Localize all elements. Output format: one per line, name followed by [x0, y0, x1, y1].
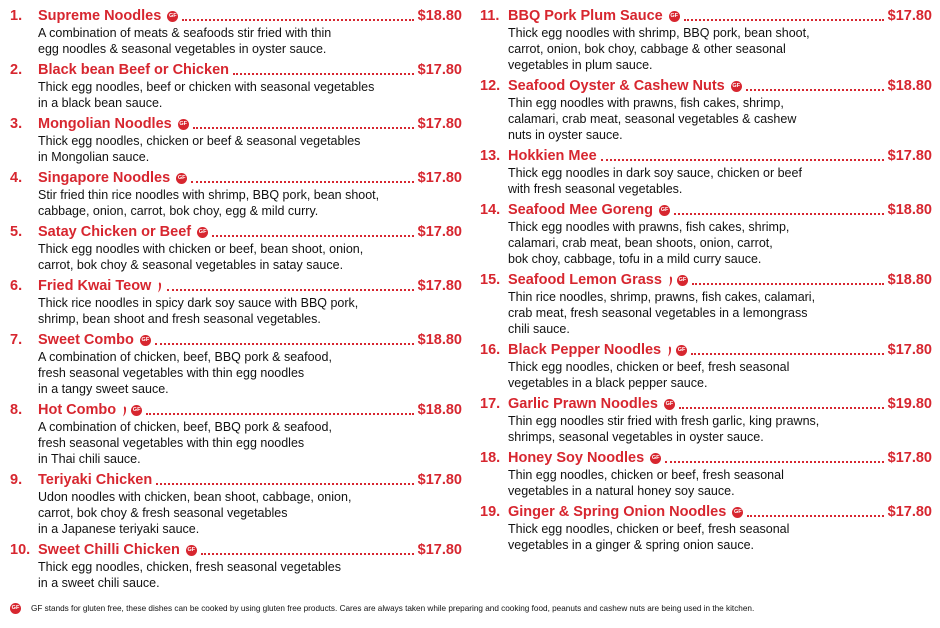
item-description-line: Thin rice noodles, shrimp, prawns, fish cakes, calamari,	[508, 290, 816, 304]
dot-leader	[679, 407, 884, 409]
item-name: Sweet Combo	[38, 332, 134, 348]
item-heading	[10, 8, 462, 25]
item-description	[38, 25, 462, 57]
menu-item	[10, 402, 462, 467]
item-description-line: Thin egg noodles stir fried with fresh garlic, king prawns,	[508, 414, 820, 428]
dot-leader	[182, 19, 413, 21]
item-number: 11.	[480, 8, 500, 24]
item-description-line: Thick egg noodles with chicken or beef, bean shoot, onion,	[38, 242, 364, 256]
dietary-icons	[664, 399, 675, 410]
item-name: Honey Soy Noodles	[508, 450, 645, 466]
item-description-line: Thick egg noodles in dark soy sauce, chicken or beef	[508, 166, 802, 180]
dietary-icons	[122, 405, 142, 416]
item-description-line: vegetables in a natural honey soy sauce.	[508, 484, 735, 498]
item-heading	[10, 278, 462, 295]
item-number: 12.	[480, 78, 501, 94]
item-name: Fried Kwai Teow	[38, 278, 152, 294]
dietary-icons	[140, 335, 151, 346]
item-description-line: Stir fried thin rice noodles with shrimp, BBQ pork, bean shoot,	[38, 188, 380, 202]
item-description	[508, 467, 932, 499]
gf-icon: GF	[186, 545, 197, 556]
item-price: $17.80	[417, 278, 462, 294]
item-description-line: Thin egg noodles with prawns, fish cakes, shrimp,	[508, 96, 784, 110]
item-description	[508, 165, 932, 197]
item-number: 18.	[480, 450, 501, 466]
dot-leader	[674, 213, 884, 215]
chili-pepper-icon	[157, 281, 163, 292]
item-heading	[480, 78, 932, 95]
item-heading	[10, 62, 462, 79]
menu-item	[10, 542, 462, 591]
item-number: 16.	[480, 342, 501, 358]
item-description	[508, 95, 932, 143]
gf-icon: GF	[140, 335, 151, 346]
menu-item	[480, 504, 932, 553]
dietary-icons	[186, 545, 197, 556]
item-name: Seafood Oyster & Cashew Nuts	[508, 78, 725, 94]
item-description-line: vegetables in plum sauce.	[508, 58, 653, 72]
gf-icon: GF	[176, 173, 187, 184]
item-description-line: calamari, crab meat, bean shoots, onion, carrot,	[508, 236, 773, 250]
item-heading	[480, 148, 932, 165]
item-description-line: vegetables in a ginger & spring onion sauce.	[508, 538, 754, 552]
gf-icon: GF	[732, 507, 743, 518]
item-description-line: Thick egg noodles with shrimp, BBQ pork, bean shoot,	[508, 26, 810, 40]
item-description	[38, 419, 462, 467]
dot-leader	[146, 413, 414, 415]
gluten-free-footnote	[10, 603, 754, 614]
item-description-line: nuts in oyster sauce.	[508, 128, 623, 142]
item-price: $17.80	[417, 116, 462, 132]
item-description-line: fresh seasonal vegetables with thin egg noodles	[38, 436, 305, 450]
item-heading	[480, 272, 932, 289]
item-description-line: Thin egg noodles, chicken or beef, fresh seasonal	[508, 468, 784, 482]
gf-icon: GF	[669, 11, 680, 22]
item-description-line: Thick egg noodles, chicken or beef & seasonal vegetables	[38, 134, 361, 148]
item-heading	[10, 542, 462, 559]
item-description	[38, 241, 462, 273]
item-heading	[10, 224, 462, 241]
item-number: 13.	[480, 148, 501, 164]
dietary-icons	[167, 11, 178, 22]
item-description-line: Thick egg noodles, chicken or beef, fresh seasonal	[508, 522, 790, 536]
dot-leader	[691, 353, 884, 355]
gf-icon: GF	[677, 275, 688, 286]
item-description	[508, 521, 932, 553]
item-heading	[10, 170, 462, 187]
item-number: 8.	[10, 402, 23, 418]
dot-leader	[191, 181, 414, 183]
dietary-icons	[157, 281, 163, 292]
menu-item	[10, 170, 462, 219]
item-description-line: Thick rice noodles in spicy dark soy sauce with BBQ pork,	[38, 296, 359, 310]
item-number: 10.	[10, 542, 31, 558]
gf-icon: GF	[10, 603, 21, 614]
menu-item	[480, 342, 932, 391]
item-heading	[480, 450, 932, 467]
dot-leader	[156, 483, 413, 485]
item-price: $18.80	[417, 8, 462, 24]
item-price: $17.80	[887, 8, 932, 24]
gf-icon: GF	[167, 11, 178, 22]
dietary-icons	[669, 11, 680, 22]
item-price: $17.80	[417, 224, 462, 240]
item-heading	[10, 472, 462, 489]
item-price: $18.80	[417, 402, 462, 418]
item-description-line: in Mongolian sauce.	[38, 150, 150, 164]
item-name: Ginger & Spring Onion Noodles	[508, 504, 727, 520]
item-description-line: Thick egg noodles, beef or chicken with seasonal vegetables	[38, 80, 375, 94]
chili-pepper-icon	[668, 275, 674, 286]
item-description	[38, 133, 462, 165]
item-number: 17.	[480, 396, 501, 412]
item-price: $18.80	[887, 202, 932, 218]
chili-pepper-icon	[122, 405, 128, 416]
item-description-line: carrot, bok choy & seasonal vegetables in satay sauce.	[38, 258, 344, 272]
item-price: $17.80	[417, 170, 462, 186]
item-description-line: A combination of chicken, beef, BBQ pork & seafood,	[38, 420, 332, 434]
item-name: BBQ Pork Plum Sauce	[508, 8, 663, 24]
item-number: 3.	[10, 116, 23, 132]
item-description-line: A combination of chicken, beef, BBQ pork & seafood,	[38, 350, 332, 364]
item-description-line: in Thai chili sauce.	[38, 452, 141, 466]
chili-pepper-icon	[667, 345, 673, 356]
item-description-line: shrimp, bean shoot and fresh seasonal vegetables.	[38, 312, 321, 326]
item-description-line: A combination of meats & seafoods stir fried with thin	[38, 26, 332, 40]
menu-item	[10, 224, 462, 273]
item-name: Seafood Lemon Grass	[508, 272, 662, 288]
item-price: $18.80	[887, 78, 932, 94]
dot-leader	[193, 127, 414, 129]
item-name: Mongolian Noodles	[38, 116, 172, 132]
item-price: $18.80	[417, 332, 462, 348]
item-name: Teriyaki Chicken	[38, 472, 153, 488]
item-description	[38, 349, 462, 397]
item-description-line: egg noodles & seasonal vegetables in oyster sauce.	[38, 42, 327, 56]
item-price: $19.80	[887, 396, 932, 412]
item-description	[508, 359, 932, 391]
item-number: 19.	[480, 504, 501, 520]
item-description	[38, 79, 462, 111]
menu-item	[480, 78, 932, 143]
item-number: 2.	[10, 62, 23, 78]
item-price: $17.80	[417, 542, 462, 558]
gf-icon: GF	[178, 119, 189, 130]
item-description-line: in a Japanese teriyaki sauce.	[38, 522, 200, 536]
item-description	[508, 25, 932, 73]
item-heading	[10, 402, 462, 419]
item-description-line: crab meat, fresh seasonal vegetables in a lemongrass	[508, 306, 808, 320]
menu-item	[480, 450, 932, 499]
item-description	[508, 413, 932, 445]
item-description	[38, 187, 462, 219]
item-number: 7.	[10, 332, 23, 348]
dietary-icons	[650, 453, 661, 464]
dietary-icons	[667, 345, 687, 356]
item-number: 9.	[10, 472, 23, 488]
item-description-line: vegetables in a black pepper sauce.	[508, 376, 708, 390]
item-description-line: calamari, crab meat, seasonal vegetables & cashew	[508, 112, 797, 126]
item-number: 4.	[10, 170, 23, 186]
menu-item	[10, 8, 462, 57]
item-price: $17.80	[887, 504, 932, 520]
dot-leader	[167, 289, 413, 291]
item-description-line: cabbage, onion, carrot, bok choy, egg & mild curry.	[38, 204, 319, 218]
dietary-icons	[178, 119, 189, 130]
gf-icon: GF	[131, 405, 142, 416]
item-number: 5.	[10, 224, 23, 240]
item-description	[508, 289, 932, 337]
item-number: 6.	[10, 278, 23, 294]
item-name: Black Pepper Noodles	[508, 342, 662, 358]
item-name: Hot Combo	[38, 402, 117, 418]
item-name: Singapore Noodles	[38, 170, 171, 186]
item-name: Supreme Noodles	[38, 8, 162, 24]
item-description-line: fresh seasonal vegetables with thin egg noodles	[38, 366, 305, 380]
item-price: $17.80	[887, 148, 932, 164]
item-name: Hokkien Mee	[508, 148, 597, 164]
item-price: $17.80	[417, 472, 462, 488]
item-heading	[10, 116, 462, 133]
item-name: Satay Chicken or Beef	[38, 224, 192, 240]
item-price: $18.80	[887, 272, 932, 288]
item-name: Black bean Beef or Chicken	[38, 62, 229, 78]
item-name: Sweet Chilli Chicken	[38, 542, 180, 558]
item-heading	[480, 8, 932, 25]
item-number: 15.	[480, 272, 501, 288]
item-description-line: in a black bean sauce.	[38, 96, 163, 110]
dot-leader	[601, 159, 884, 161]
item-description	[508, 219, 932, 267]
item-description	[38, 559, 462, 591]
dot-leader	[692, 283, 884, 285]
dot-leader	[746, 89, 884, 91]
item-description-line: carrot, onion, bok choy, cabbage & other seasonal	[508, 42, 786, 56]
item-description-line: Thick egg noodles with prawns, fish cakes, shrimp,	[508, 220, 790, 234]
menu-item	[480, 272, 932, 337]
item-description-line: in a sweet chili sauce.	[38, 576, 160, 590]
item-description-line: carrot, bok choy & fresh seasonal vegetables	[38, 506, 288, 520]
dot-leader	[155, 343, 414, 345]
menu-item	[10, 278, 462, 327]
item-description	[38, 489, 462, 537]
item-description-line: chili sauce.	[508, 322, 570, 336]
dietary-icons	[659, 205, 670, 216]
dietary-icons	[176, 173, 187, 184]
item-description-line: with fresh seasonal vegetables.	[508, 182, 683, 196]
gf-icon: GF	[197, 227, 208, 238]
item-description-line: shrimps, seasonal vegetables in oyster sauce.	[508, 430, 764, 444]
menu-item	[480, 396, 932, 445]
item-number: 1.	[10, 8, 23, 24]
menu-item	[480, 148, 932, 197]
item-price: $17.80	[887, 342, 932, 358]
item-name: Seafood Mee Goreng	[508, 202, 654, 218]
item-description-line: in a tangy sweet sauce.	[38, 382, 169, 396]
menu-item	[10, 472, 462, 537]
menu-item	[480, 202, 932, 267]
menu-item	[10, 62, 462, 111]
item-heading	[480, 342, 932, 359]
dietary-icons	[731, 81, 742, 92]
dot-leader	[233, 73, 414, 75]
dot-leader	[665, 461, 883, 463]
item-number: 14.	[480, 202, 501, 218]
item-heading	[480, 396, 932, 413]
item-description-line: Thick egg noodles, chicken, fresh seasonal vegetables	[38, 560, 341, 574]
gf-icon: GF	[650, 453, 661, 464]
item-heading	[480, 202, 932, 219]
gf-icon: GF	[664, 399, 675, 410]
item-price: $17.80	[887, 450, 932, 466]
gf-icon: GF	[731, 81, 742, 92]
gf-icon: GF	[676, 345, 687, 356]
dietary-icons	[668, 275, 688, 286]
item-heading	[480, 504, 932, 521]
item-heading	[10, 332, 462, 349]
dietary-icons	[732, 507, 743, 518]
footnote-text: GF stands for gluten free, these dishes can be cooked by using gluten free products. Cares are always taken while preparing and cooking food, peanuts and cashew nuts are being used in the kitchen.	[31, 604, 755, 613]
dot-leader	[747, 515, 883, 517]
dot-leader	[212, 235, 414, 237]
menu-item	[10, 332, 462, 397]
item-description-line: bok choy, cabbage, tofu in a mild curry sauce.	[508, 252, 762, 266]
menu-item	[480, 8, 932, 73]
item-description-line: Thick egg noodles, chicken or beef, fresh seasonal	[508, 360, 790, 374]
menu-item	[10, 116, 462, 165]
gf-icon: GF	[659, 205, 670, 216]
item-description-line: Udon noodles with chicken, bean shoot, cabbage, onion,	[38, 490, 352, 504]
item-description	[38, 295, 462, 327]
dot-leader	[684, 19, 884, 21]
item-price: $17.80	[417, 62, 462, 78]
dietary-icons	[197, 227, 208, 238]
item-name: Garlic Prawn Noodles	[508, 396, 658, 412]
dot-leader	[201, 553, 414, 555]
